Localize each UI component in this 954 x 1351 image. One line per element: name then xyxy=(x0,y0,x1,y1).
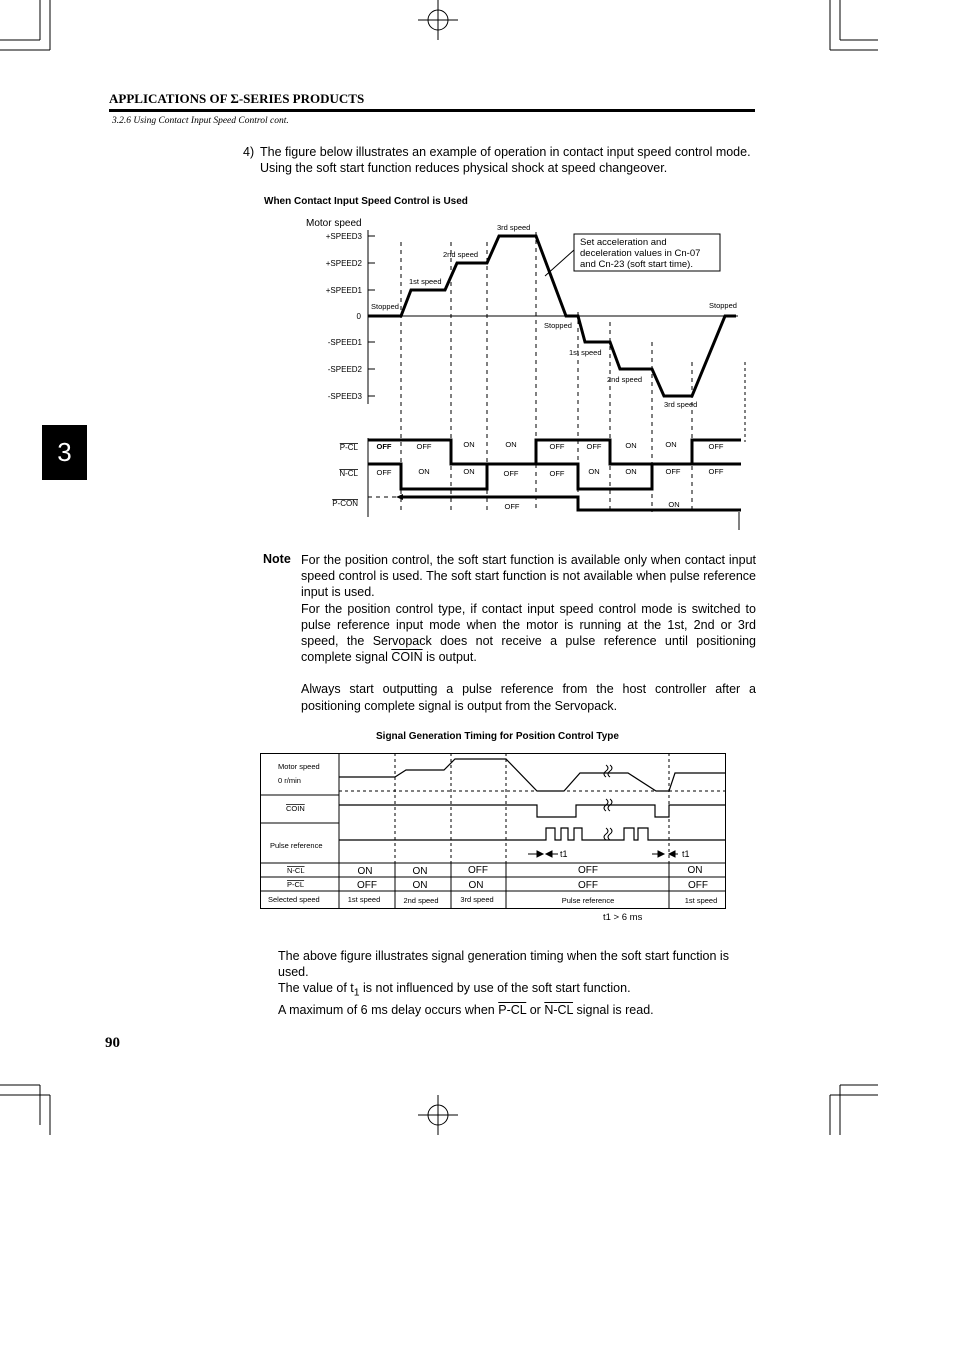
motor-speed-label: Motor speed xyxy=(306,218,362,229)
t1-label: t1 xyxy=(560,849,568,859)
level-label: +SPEED1 xyxy=(325,286,362,295)
row-label: Selected speed xyxy=(268,895,320,904)
pcl-signal-name: P-CL xyxy=(498,1003,527,1018)
level-label: -SPEED2 xyxy=(327,365,362,374)
phase-label: 1st speed xyxy=(569,348,602,357)
callout-text: Set acceleration and xyxy=(580,237,667,248)
phase-label: Stopped xyxy=(709,301,737,310)
ncl-state: ON xyxy=(625,467,637,476)
note-label: Note xyxy=(263,552,291,566)
row-label: P-CL xyxy=(287,880,305,889)
ncl-state: ON xyxy=(687,865,703,876)
pcon-state: OFF xyxy=(504,502,520,511)
closing-line: The value of $t_1$ is not influenced by use of the soft start function. xyxy=(278,981,631,999)
closing-line: A maximum of 6 ms delay occurs when P-CL or N-CL signal is read. xyxy=(278,1003,654,1018)
chapter-tab: 3 xyxy=(42,425,87,480)
note-paragraph: For the position control type, if contact input speed control mode is switched to pulse reference input mode when the motor is running at the 1st, 2nd or 3rd speed, the Servopack does not receive a pulse reference until positioning complete signal COIN is output. xyxy=(301,601,756,665)
pcl-state: ON xyxy=(412,880,428,891)
section-header: APPLICATIONS OF Σ-SERIES PRODUCTS xyxy=(109,91,365,106)
pcl-state: OFF xyxy=(376,442,392,451)
fig2-pulse-trace xyxy=(339,828,725,840)
ncl-label: N-CL xyxy=(339,469,358,478)
level-label: +SPEED3 xyxy=(325,232,362,241)
pcon-label: P-CON xyxy=(332,499,358,508)
pcl-label: P-CL xyxy=(339,443,358,452)
note-body xyxy=(301,552,756,714)
ncl-state: OFF xyxy=(549,469,565,478)
callout-text: and Cn-23 (soft start time). xyxy=(580,259,693,270)
callout-leader xyxy=(545,250,574,276)
pcl-state: ON xyxy=(463,440,475,449)
ncl-state: OFF xyxy=(665,467,681,476)
closing-text xyxy=(278,948,756,1018)
header-rule xyxy=(109,109,755,112)
pcl-state: OFF xyxy=(578,880,598,891)
page-number: 90 xyxy=(105,1035,120,1051)
breadcrumb: 3.2.6 Using Contact Input Speed Control cont. xyxy=(112,116,289,126)
callout-text: deceleration values in Cn-07 xyxy=(580,248,701,259)
phase-label: 2nd speed xyxy=(443,250,479,259)
phase-label: 2nd speed xyxy=(607,375,643,384)
phase-label: 1st speed xyxy=(409,277,442,286)
level-label: 0 xyxy=(356,312,361,321)
pcl-state: OFF xyxy=(549,442,565,451)
pcl-state: OFF xyxy=(586,442,602,451)
phase-label: Stopped xyxy=(371,302,399,311)
ncl-state: ON xyxy=(412,866,428,877)
ncl-state: ON xyxy=(418,467,430,476)
selected-speed: 1st speed xyxy=(684,896,718,905)
level-label: -SPEED3 xyxy=(327,392,362,401)
row-label: N-CL xyxy=(287,866,305,875)
ncl-state: OFF xyxy=(468,865,488,876)
row-label: COIN xyxy=(286,804,305,813)
fig2-coin-trace xyxy=(339,805,725,817)
pcl-state: ON xyxy=(665,440,677,449)
fig2-speed-trace xyxy=(339,759,725,791)
pcl-state: OFF xyxy=(688,880,708,891)
note-paragraph: For the position control, the soft start function is available only when contact input speed control is used. The soft start function is not available when pulse reference input is used. xyxy=(301,553,756,600)
row-label: Motor speed xyxy=(278,762,320,771)
item-text: The figure below illustrates an example of operation in contact input speed control mode. Using the soft start function reduces physical shock at speed changeover. xyxy=(260,145,751,176)
selected-speed: Pulse reference xyxy=(561,896,615,905)
ncl-state: OFF xyxy=(578,865,598,876)
pcl-state: ON xyxy=(468,880,484,891)
phase-label: 3rd speed xyxy=(497,223,531,232)
figure1-diagram xyxy=(300,212,750,532)
item-number: 4) xyxy=(243,145,255,159)
level-label: -SPEED1 xyxy=(327,338,362,347)
ncl-state: ON xyxy=(588,467,600,476)
pcl-state: OFF xyxy=(708,442,724,451)
pcl-state: OFF xyxy=(416,442,432,451)
ncl-state: OFF xyxy=(708,467,724,476)
phase-label: Stopped xyxy=(544,321,572,330)
pcl-state: ON xyxy=(625,441,637,450)
coin-signal: COIN xyxy=(391,650,423,665)
figure1-title: When Contact Input Speed Control is Used xyxy=(264,196,468,207)
row-label: 0 r/min xyxy=(278,776,301,785)
ncl-state: ON xyxy=(357,866,373,877)
level-label: +SPEED2 xyxy=(325,259,362,268)
ncl-signal-name: N-CL xyxy=(544,1003,574,1018)
ncl-state: ON xyxy=(463,467,475,476)
phase-label: 3rd speed xyxy=(664,400,698,409)
note-paragraph: Always start outputting a pulse reference from the host controller after a positioning complete signal is output from the Servopack. xyxy=(301,682,756,713)
pcl-state: ON xyxy=(505,440,517,449)
pcon-state: ON xyxy=(668,500,680,509)
row-label: Pulse reference xyxy=(270,841,323,850)
t1-label: t1 xyxy=(682,849,690,859)
selected-speed: 1st speed xyxy=(347,895,381,904)
pcl-state: OFF xyxy=(357,880,377,891)
selected-speed: 2nd speed xyxy=(403,896,439,905)
figure2-diagram xyxy=(258,751,730,923)
ncl-state: OFF xyxy=(503,469,519,478)
selected-speed: 3rd speed xyxy=(460,895,494,904)
ncl-state: OFF xyxy=(376,468,392,477)
figure2-title: Signal Generation Timing for Position Control Type xyxy=(376,731,619,742)
t1-condition: t1 > 6 ms xyxy=(603,912,643,923)
closing-line: The above figure illustrates signal generation timing when the soft start function is used. xyxy=(278,949,729,980)
